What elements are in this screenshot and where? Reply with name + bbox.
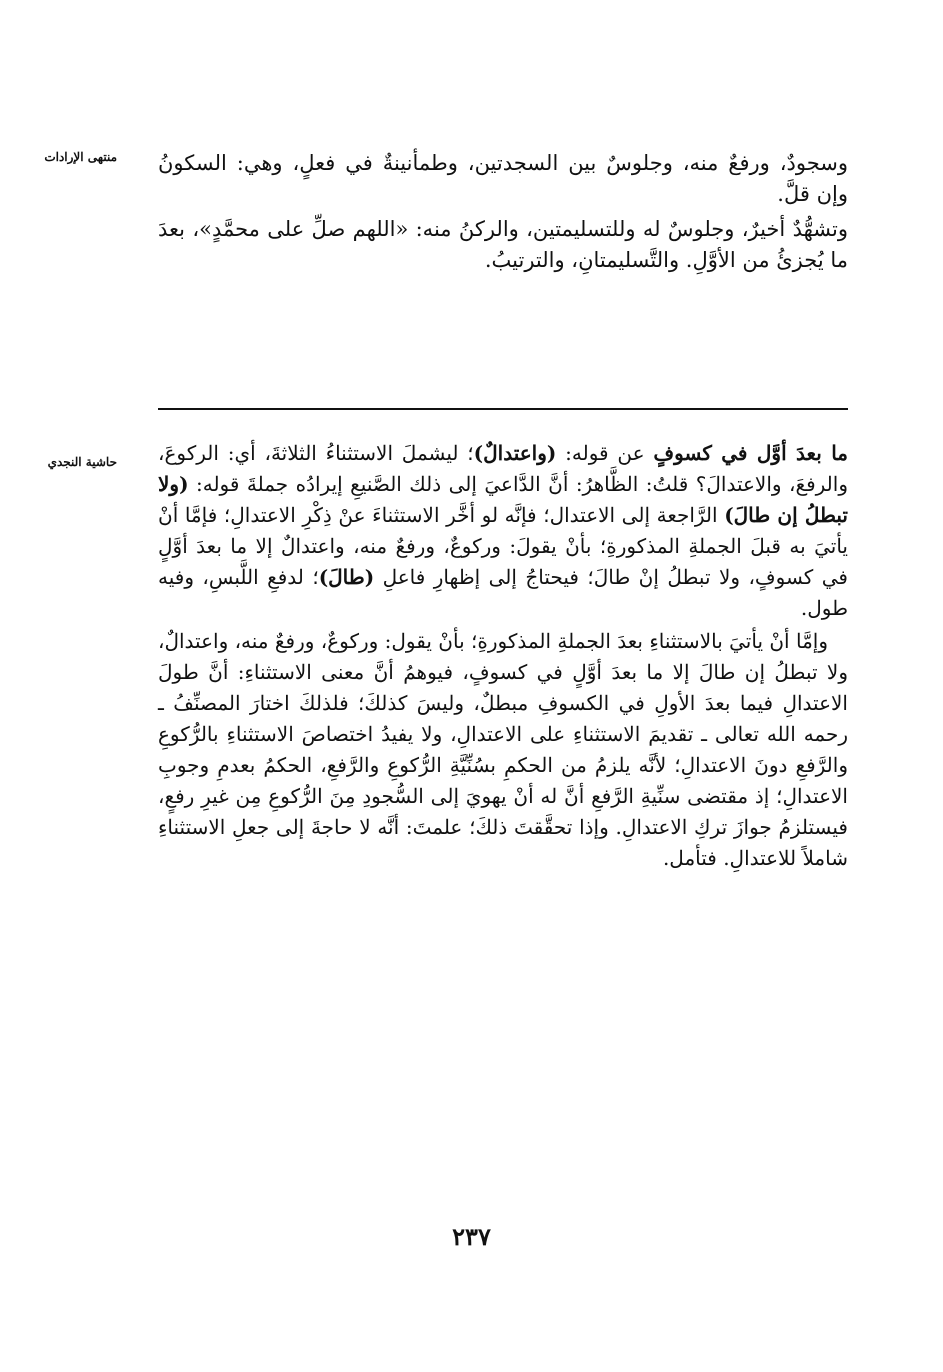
- quoted-term: (طالَ): [318, 565, 375, 589]
- quoted-term: (واعتدالٌ): [473, 441, 557, 465]
- commentary-text-block: [158, 438, 848, 874]
- commentary-paragraph: [158, 438, 848, 624]
- main-text-paragraph: وسجودٌ، ورفعٌ منه، وجلوسٌ بين السجدتين، وطمأنينةٌ في فعلٍ، وهي: السكونُ وإن قلَّ.: [158, 151, 848, 206]
- commentary-paragraph: وإمَّا أنْ يأتيَ بالاستثناءِ بعدَ الجملةِ المذكورةِ؛ بأنْ يقول: وركوعٌ، ورفعٌ منه، واعتدالٌ، ولا تبطلُ إن طالَ إلا ما بعدَ أوَّلٍ في كسوفٍ، فيوهمُ أنَّ معنى الاستثناءِ: أنَّ طولَ الاعتدالِ فيما بعدَ الأولِ في الكسوفِ مبطلٌ، وليسَ كذلكَ؛ فلذلكَ اختارَ المصنِّفُ ـ رحمه الله تعالى ـ تقديمَ الاستثناءِ على الاعتدالِ، ولا يفيدُ اختصاصَ الاستثناءِ بالرُّكوعِ والرَّفعِ دونَ الاعتدالِ؛ لأنَّه يلزمُ من الحكمِ بسُنِّيَّةِ الرُّكوعِ والرَّفعِ، الحكمُ بعدمِ وجوبِ الاعتدالِ؛ إذ مقتضى سنِّيةِ الرَّفعِ أنَّ له أنْ يهويَ إلى السُّجودِ مِنَ الرُّكوعِ مِن غيرِ رفعٍ، فيستلزمُ جوازَ تركِ الاعتدالِ. وإذا تحقَّقتَ ذلكَ؛ علمتَ: أنَّه لا حاجةَ إلى جعلِ الاستثناءِ شاملاً للاعتدالِ. فتأمل.: [158, 629, 848, 870]
- side-label-main-text: منتهى الإرادات: [44, 150, 117, 164]
- quoted-term: ما بعدَ أوَّل في كسوفٍ: [653, 441, 848, 465]
- main-text-block: [158, 148, 848, 276]
- main-text-paragraph: وتشهُّدٌ أخيرٌ، وجلوسٌ له وللتسليمتين، والركنُ منه: «اللهم صلِّ على محمَّدٍ»، بعدَ ما يُجزئُ من الأوَّلِ. والتَّسليمتانِ، والترتيبُ.: [158, 217, 848, 272]
- commentary-text: ؛ لدفعِ اللَّبسِ، وفيه طول.: [158, 565, 848, 620]
- page-number: ٢٣٧: [452, 1222, 491, 1251]
- side-label-commentary: حاشية النجدي: [47, 455, 117, 469]
- section-divider: [158, 408, 848, 410]
- commentary-text: الرَّاجعة إلى الاعتدال؛ فإنَّه لو أخَّر الاستثناءَ عنْ ذِكْرِ الاعتدالِ؛ فإمَّا أنْ يأتيَ به قبلَ الجملةِ المذكورةِ؛ بأنْ يقولَ: وركوعٌ، ورفعٌ منه، واعتدالٌ إلا ما بعدَ أوَّلٍ في كسوفٍ، ولا تبطلُ إنْ طالَ؛ فيحتاجُ إلى إظهارِ فاعلِ: [158, 503, 848, 589]
- commentary-text: عن قوله:: [556, 441, 654, 465]
- quoted-term: (ولا تبطلُ إن طالَ): [158, 472, 848, 527]
- commentary-text: ؛ ليشملَ الاستثناءُ الثلاثةَ، أي: الركوعَ، والرفعَ، والاعتدالَ؟ قلتُ: الظَّاهرُ: أنَّ الدَّاعيَ إلى ذلك الصَّنيعِ إيرادُه جملةَ قوله:: [158, 441, 848, 496]
